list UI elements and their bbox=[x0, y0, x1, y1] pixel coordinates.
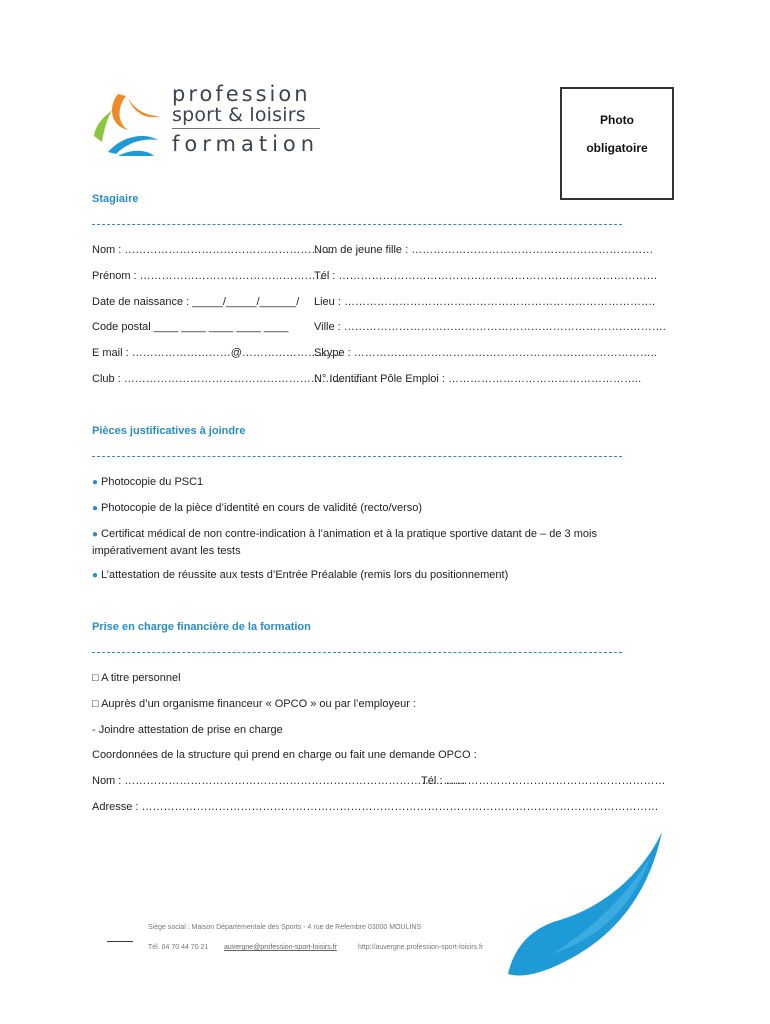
section-title-financement: Prise en charge financière de la formation bbox=[92, 621, 311, 633]
field-tel[interactable]: Tél : …………………………………………………………………………… bbox=[314, 270, 658, 282]
photo-box[interactable] bbox=[560, 87, 674, 200]
photo-required-label: obligatoire bbox=[586, 141, 648, 155]
list-item bbox=[92, 476, 203, 488]
piece-label: Photocopie de la pièce d’identité en cours de validité (recto/verso) bbox=[101, 502, 423, 514]
section-divider-stagiaire bbox=[92, 224, 622, 225]
list-item bbox=[92, 569, 508, 581]
field-email[interactable]: E mail : ………………………@……………………… bbox=[92, 347, 341, 359]
logo-line-profession: profession bbox=[172, 82, 311, 106]
section-divider-financement bbox=[92, 652, 622, 653]
field-skype[interactable]: Skype : ……………………………………………………………………….. bbox=[314, 347, 657, 359]
field-date-naissance[interactable]: Date de naissance : _____/_____/______/ bbox=[92, 296, 300, 308]
checkbox-organisme-financeur[interactable]: □ Auprès d’un organisme financeur « OPCO » ou par l’employeur : bbox=[92, 698, 416, 710]
logo-line-sport-loisirs: sport & loisirs bbox=[172, 104, 306, 126]
section-title-pieces: Pièces justificatives à joindre bbox=[92, 425, 246, 437]
field-ville[interactable]: Ville : ……………………………………………………………………………. bbox=[314, 321, 666, 333]
field-lieu[interactable]: Lieu : …………………………………………………………………………. bbox=[314, 296, 656, 308]
field-prenom[interactable]: Prénom : …………………………………………… bbox=[92, 270, 327, 282]
footer-address: Siège social : Maison Départementale des Sports - 4 rue de Refembre 03000 MOULINS bbox=[148, 924, 422, 931]
decorative-swoosh-icon bbox=[500, 828, 670, 984]
list-item bbox=[92, 502, 422, 514]
footer-website-link[interactable]: http://auvergne.profession-sport-loisirs.fr bbox=[358, 944, 484, 951]
logo-swoosh-icon bbox=[88, 86, 170, 158]
checkbox-titre-personnel[interactable]: □ A titre personnel bbox=[92, 672, 181, 684]
piece-label: Photocopie du PSC1 bbox=[101, 476, 204, 488]
field-code-postal[interactable]: Code postal ____ ____ ____ ____ ____ bbox=[92, 321, 289, 333]
section-title-stagiaire: Stagiaire bbox=[92, 193, 139, 205]
list-item bbox=[92, 526, 652, 560]
field-structure-tel[interactable]: Tél : …………………………………………………… bbox=[421, 775, 666, 787]
section-divider-pieces bbox=[92, 456, 622, 457]
piece-label: Certificat médical de non contre-indication à l’animation et à la pratique sportive datant de – de 3 mois impérativement avant les tests bbox=[92, 528, 597, 557]
field-structure-nom[interactable]: Nom : ………………………………………………………………………………… bbox=[92, 775, 466, 787]
logo bbox=[88, 82, 328, 157]
bullet-icon: ● bbox=[92, 529, 99, 540]
photo-label: Photo bbox=[600, 113, 634, 127]
text-coordonnees: Coordonnées de la structure qui prend en charge ou fait une demande OPCO : bbox=[92, 749, 477, 761]
footer-divider bbox=[107, 941, 133, 942]
field-club[interactable]: Club : ………………………………………………………. bbox=[92, 373, 358, 385]
field-structure-adresse[interactable]: Adresse : …………………………………………………………………………………………………………………………… bbox=[92, 801, 659, 813]
field-nom[interactable]: Nom : ………………………………………………… bbox=[92, 244, 334, 256]
bullet-icon: ● bbox=[92, 570, 99, 581]
piece-label: L’attestation de réussite aux tests d’Entrée Préalable (remis lors du positionnement) bbox=[101, 569, 509, 581]
bullet-icon: ● bbox=[92, 477, 99, 488]
footer-email-link[interactable]: auvergne@profession-sport-loisirs.fr bbox=[224, 944, 337, 951]
field-pole-emploi[interactable]: N° Identifiant Pôle Emploi : …………………………………………….. bbox=[314, 373, 642, 385]
logo-divider bbox=[172, 128, 320, 129]
footer-phone: Tél. 04 70 44 70 21 bbox=[148, 944, 209, 951]
field-nom-jeune-fille[interactable]: Nom de jeune fille : ………………………………………………………… bbox=[314, 244, 654, 256]
bullet-icon: ● bbox=[92, 503, 99, 514]
text-joindre-attestation: - Joindre attestation de prise en charge bbox=[92, 724, 283, 736]
logo-line-formation: formation bbox=[172, 132, 320, 156]
